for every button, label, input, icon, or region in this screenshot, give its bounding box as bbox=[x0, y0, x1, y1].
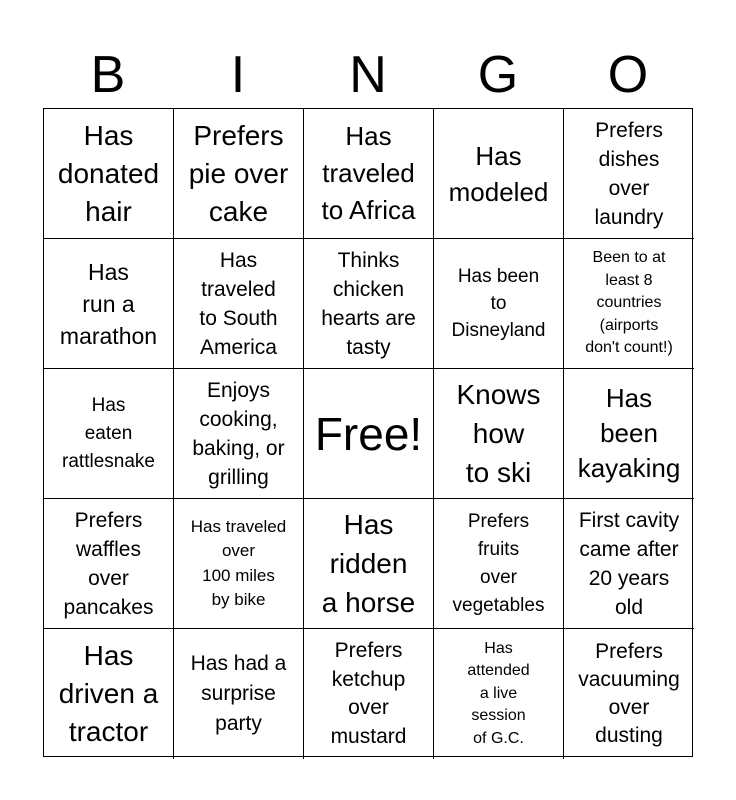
bingo-cell[interactable] bbox=[44, 239, 174, 369]
cell-text: Has ridden a horse bbox=[321, 509, 416, 618]
bingo-cell[interactable] bbox=[304, 629, 434, 759]
cell-text: Prefers fruits over vegetables bbox=[452, 510, 545, 616]
header-letter-n: N bbox=[349, 46, 387, 104]
cell-text: Has attended a live session of G.C. bbox=[467, 639, 530, 747]
cell-text: Has traveled over 100 miles by bike bbox=[190, 516, 287, 609]
cell-text: Has run a marathon bbox=[59, 258, 158, 349]
cell-text: Knows how to ski bbox=[456, 379, 541, 488]
bingo-cell[interactable] bbox=[434, 629, 564, 759]
cell-text: Has been to Disneyland bbox=[451, 266, 546, 341]
cell-text: Has traveled to South America bbox=[199, 248, 278, 359]
bingo-cell[interactable] bbox=[434, 239, 564, 369]
cell-text: Has been kayaking bbox=[577, 383, 681, 483]
cell-text: Has eaten rattlesnake bbox=[62, 394, 155, 472]
cell-text: Has modeled bbox=[448, 140, 549, 207]
bingo-cell[interactable] bbox=[434, 499, 564, 629]
cell-text: Prefers dishes over laundry bbox=[594, 118, 664, 229]
bingo-cell[interactable] bbox=[174, 629, 304, 759]
bingo-cell[interactable] bbox=[174, 499, 304, 629]
bingo-cell[interactable] bbox=[434, 109, 564, 239]
bingo-cell[interactable] bbox=[564, 369, 694, 499]
cell-text: Prefers ketchup over mustard bbox=[330, 639, 407, 748]
bingo-cell[interactable] bbox=[174, 109, 304, 239]
cell-text: Has donated hair bbox=[57, 119, 160, 227]
cell-text: Enjoys cooking, baking, or grilling bbox=[192, 378, 285, 489]
bingo-cell[interactable] bbox=[44, 629, 174, 759]
cell-text: Prefers waffles over pancakes bbox=[63, 508, 154, 619]
bingo-header bbox=[43, 42, 693, 108]
cell-text: Been to at least 8 countries (airports don't count!) bbox=[585, 249, 673, 357]
cell-text: Thinks chicken hearts are tasty bbox=[321, 248, 416, 359]
bingo-cell[interactable] bbox=[564, 499, 694, 629]
header-letter-g: G bbox=[477, 46, 519, 104]
bingo-cell[interactable] bbox=[44, 499, 174, 629]
header-letter-o: O bbox=[607, 46, 649, 104]
bingo-cell[interactable] bbox=[564, 239, 694, 369]
bingo-cell[interactable] bbox=[304, 109, 434, 239]
bingo-cell[interactable] bbox=[44, 369, 174, 499]
cell-text: Prefers pie over cake bbox=[188, 119, 289, 227]
bingo-cell[interactable] bbox=[304, 369, 434, 499]
bingo-cell[interactable] bbox=[564, 109, 694, 239]
bingo-cell[interactable] bbox=[174, 369, 304, 499]
cell-text: Has had a surprise party bbox=[190, 652, 287, 735]
bingo-cell[interactable] bbox=[304, 239, 434, 369]
bingo-cell[interactable] bbox=[44, 109, 174, 239]
bingo-cell[interactable] bbox=[174, 239, 304, 369]
bingo-cell[interactable] bbox=[564, 629, 694, 759]
cell-text: Free! bbox=[314, 407, 423, 460]
header-letter-i: I bbox=[230, 46, 246, 104]
bingo-cell[interactable] bbox=[434, 369, 564, 499]
cell-text: First cavity came after 20 years old bbox=[578, 508, 680, 619]
header-letter-b: B bbox=[90, 46, 126, 104]
bingo-cell[interactable] bbox=[304, 499, 434, 629]
cell-text: Prefers vacuuming over dusting bbox=[578, 640, 680, 747]
bingo-board bbox=[43, 108, 693, 757]
cell-text: Has traveled to Africa bbox=[321, 121, 416, 225]
cell-text: Has driven a tractor bbox=[58, 640, 159, 747]
